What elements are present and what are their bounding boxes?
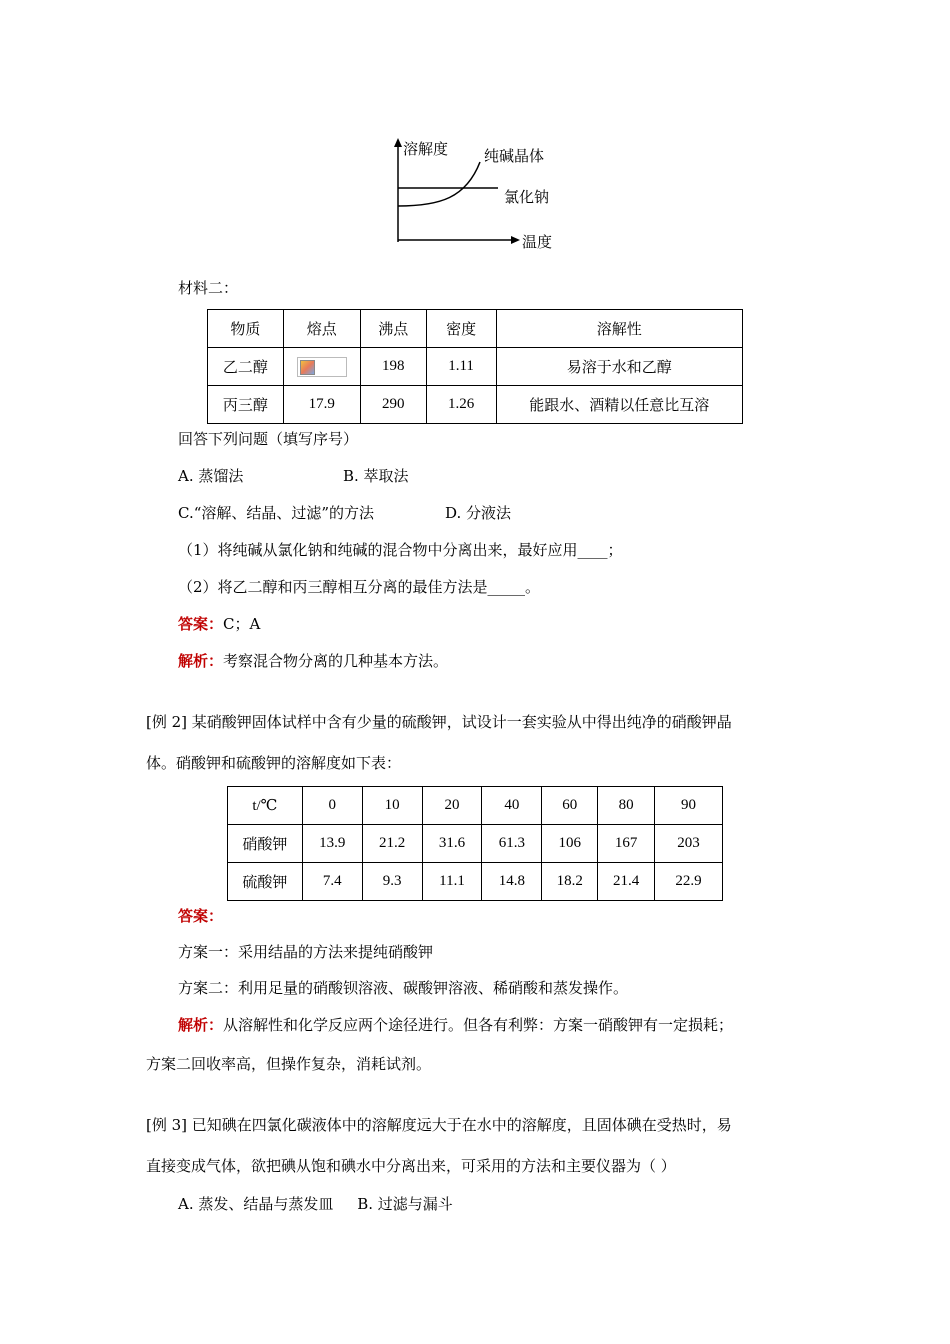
soda-curve-label: 纯碱晶体	[484, 147, 545, 165]
table-cell	[283, 348, 360, 386]
table-header: 物质	[208, 310, 284, 348]
ex2-plan-1: 方案一：采用结晶的方法来提纯硝酸钾	[178, 943, 434, 961]
table-cell: 22.9	[655, 863, 723, 901]
ex2-question-line1: [例 2] 某硝酸钾固体试样中含有少量的硫酸钾，试设计一套实验从中得出纯净的硝酸钾晶	[146, 713, 732, 731]
material2-title: 材料二：	[178, 279, 239, 297]
table-cell: 18.2	[542, 863, 598, 901]
table-cell: 21.2	[362, 825, 422, 863]
analysis-label: 解析：	[178, 1016, 224, 1034]
table-row	[208, 310, 743, 348]
ex3-question-line1: [例 3] 已知碘在四氯化碳液体中的溶解度远大于在水中的溶解度，且固体碘在受热时，易	[146, 1116, 732, 1134]
table-cell: 易溶于水和乙醇	[496, 348, 742, 386]
table-header: 密度	[426, 310, 496, 348]
table-cell: 7.4	[302, 863, 362, 901]
analysis-text: 考察混合物分离的几种基本方法。	[223, 652, 449, 670]
x-axis-arrow	[511, 236, 520, 244]
ex1-answer	[178, 613, 260, 634]
soda-curve	[398, 162, 480, 206]
table-header: 0	[302, 787, 362, 825]
ex1-question-1: （1）将纯碱从氯化钠和纯碱的混合物中分离出来，最好应用____；	[178, 541, 623, 559]
ex2-analysis	[178, 1014, 733, 1035]
ex2-analysis-line2: 方案二回收率高，但操作复杂，消耗试剂。	[146, 1055, 432, 1073]
table-cell: 11.1	[422, 863, 482, 901]
table-row	[208, 348, 743, 386]
table-header: 溶解性	[496, 310, 742, 348]
y-axis-label: 溶解度	[403, 140, 449, 158]
answer-label: 答案：	[178, 615, 224, 633]
table-cell: 硝酸钾	[228, 825, 303, 863]
table-header: 熔点	[283, 310, 360, 348]
table-cell: 1.26	[426, 386, 496, 424]
nacl-curve-label: 氯化钠	[504, 188, 550, 206]
table-cell: 9.3	[362, 863, 422, 901]
ex1-analysis	[178, 650, 448, 671]
table-header: 沸点	[360, 310, 426, 348]
ex1-option-d: D. 分液法	[445, 504, 512, 522]
table-cell: 17.9	[283, 386, 360, 424]
table-cell: 167	[598, 825, 655, 863]
table-header: t/℃	[228, 787, 303, 825]
table-cell: 硫酸钾	[228, 863, 303, 901]
table-cell: 能跟水、酒精以任意比互溶	[496, 386, 742, 424]
table-header: 90	[655, 787, 723, 825]
broken-image-icon	[297, 357, 347, 377]
analysis-label: 解析：	[178, 652, 224, 670]
analysis-text: 从溶解性和化学反应两个途径进行。但各有利弊：方案一硝酸钾有一定损耗；	[223, 1016, 734, 1034]
table-row	[228, 825, 723, 863]
ex2-question-line2: 体。硝酸钾和硫酸钾的溶解度如下表：	[146, 754, 402, 772]
table-cell: 13.9	[302, 825, 362, 863]
ex3-question-line2: 直接变成气体，欲把碘从饱和碘水中分离出来，可采用的方法和主要仪器为（ ）	[146, 1157, 676, 1175]
table-cell: 21.4	[598, 863, 655, 901]
table-cell: 1.11	[426, 348, 496, 386]
table-row	[228, 787, 723, 825]
ex1-question-2: （2）将乙二醇和丙三醇相互分离的最佳方法是_____。	[178, 578, 541, 596]
ex2-answer-label: 答案：	[178, 907, 224, 925]
ex1-option-a: A. 蒸馏法	[178, 467, 244, 485]
table-row	[228, 863, 723, 901]
table-cell: 31.6	[422, 825, 482, 863]
table-header: 60	[542, 787, 598, 825]
table-cell: 198	[360, 348, 426, 386]
table-cell: 丙三醇	[208, 386, 284, 424]
solubility-table	[227, 786, 723, 901]
table-header: 80	[598, 787, 655, 825]
table-header: 10	[362, 787, 422, 825]
table-cell: 106	[542, 825, 598, 863]
ex1-prompt: 回答下列问题（填写序号）	[178, 430, 359, 448]
table-header: 20	[422, 787, 482, 825]
table-row	[208, 386, 743, 424]
answer-text: C；A	[223, 615, 261, 633]
table-cell: 14.8	[482, 863, 542, 901]
table-cell: 203	[655, 825, 723, 863]
ex1-option-b: B. 萃取法	[343, 467, 409, 485]
ex2-plan-2: 方案二：利用足量的硝酸钡溶液、碳酸钾溶液、稀硝酸和蒸发操作。	[178, 979, 629, 997]
table-cell: 61.3	[482, 825, 542, 863]
table-header: 40	[482, 787, 542, 825]
table-cell: 290	[360, 386, 426, 424]
table-cell: 乙二醇	[208, 348, 284, 386]
ex1-option-c: C.“溶解、结晶、过滤”的方法	[178, 504, 375, 522]
material2-table	[207, 309, 743, 424]
x-axis-label: 温度	[522, 233, 553, 251]
ex3-options: A. 蒸发、结晶与蒸发皿 B. 过滤与漏斗	[178, 1195, 453, 1213]
y-axis-arrow	[394, 138, 402, 147]
